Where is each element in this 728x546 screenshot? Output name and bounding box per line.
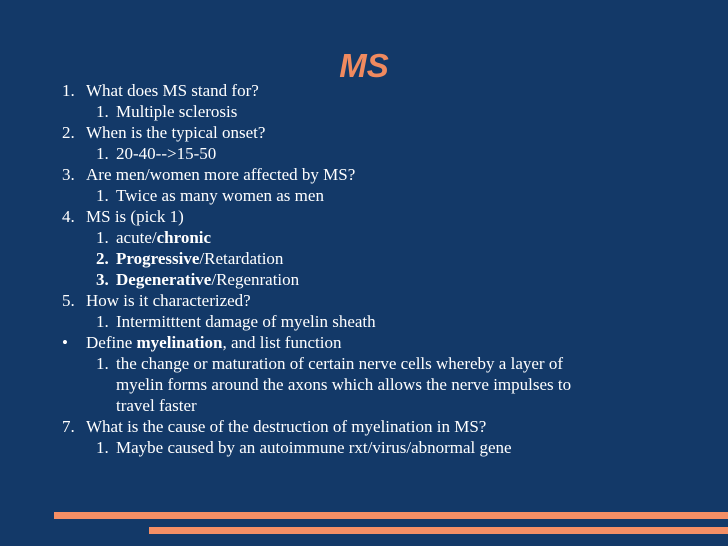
item-text: Are men/women more affected by MS?	[86, 165, 356, 184]
slide-title: MS	[339, 47, 389, 84]
item-text: Intermitttent damage of myelin sheath	[116, 312, 376, 331]
item-text	[116, 227, 211, 248]
option-bold-text: Progressive	[116, 249, 200, 268]
option-plain-text: acute/	[116, 228, 157, 247]
decorative-bar-top	[54, 512, 728, 519]
decorative-bar-bottom	[149, 527, 728, 534]
item-text: MS is (pick 1)	[86, 207, 184, 226]
item-text: Multiple sclerosis	[116, 102, 238, 121]
item-text-line: travel faster	[116, 396, 197, 415]
item-number: 1.	[96, 186, 109, 205]
item-bold-text: myelination	[136, 333, 223, 352]
item-number: 2.	[62, 123, 75, 142]
item-number: 1.	[96, 354, 109, 373]
item-text: Maybe caused by an autoimmune rxt/virus/abnormal gene	[116, 438, 512, 457]
item-text-part: , and list function	[222, 333, 342, 352]
item-number: 1.	[62, 81, 75, 100]
item-number: 1.	[96, 102, 109, 121]
item-number: 1.	[96, 312, 109, 331]
item-text: How is it characterized?	[86, 291, 251, 310]
item-text	[116, 269, 299, 290]
item-number: 5.	[62, 291, 75, 310]
item-text-part: Define	[86, 333, 137, 352]
item-text	[86, 332, 341, 353]
option-plain-text: /Retardation	[199, 249, 284, 268]
item-text	[116, 248, 283, 269]
item-text: What does MS stand for?	[86, 81, 259, 100]
item-number: 4.	[62, 207, 75, 226]
item-number: 1.	[96, 438, 109, 457]
option-bold-text: chronic	[156, 228, 212, 247]
item-text-line: myelin forms around the axons which allows the nerve impulses to	[116, 375, 572, 394]
bullet-marker: •	[62, 333, 68, 352]
option-plain-text: /Regenration	[211, 270, 300, 289]
item-text: Twice as many women as men	[116, 186, 324, 205]
item-number: 3.	[96, 270, 109, 289]
item-text: When is the typical onset?	[86, 123, 266, 142]
item-number: 1.	[96, 144, 109, 163]
option-bold-text: Degenerative	[116, 270, 212, 289]
item-text: What is the cause of the destruction of myelination in MS?	[86, 417, 487, 436]
item-text-line: the change or maturation of certain nerve cells whereby a layer of	[116, 354, 563, 373]
item-number: 7.	[62, 417, 75, 436]
item-number: 3.	[62, 165, 75, 184]
item-number: 2.	[96, 249, 109, 268]
item-text: 20-40-->15-50	[116, 144, 217, 163]
item-number: 1.	[96, 228, 109, 247]
